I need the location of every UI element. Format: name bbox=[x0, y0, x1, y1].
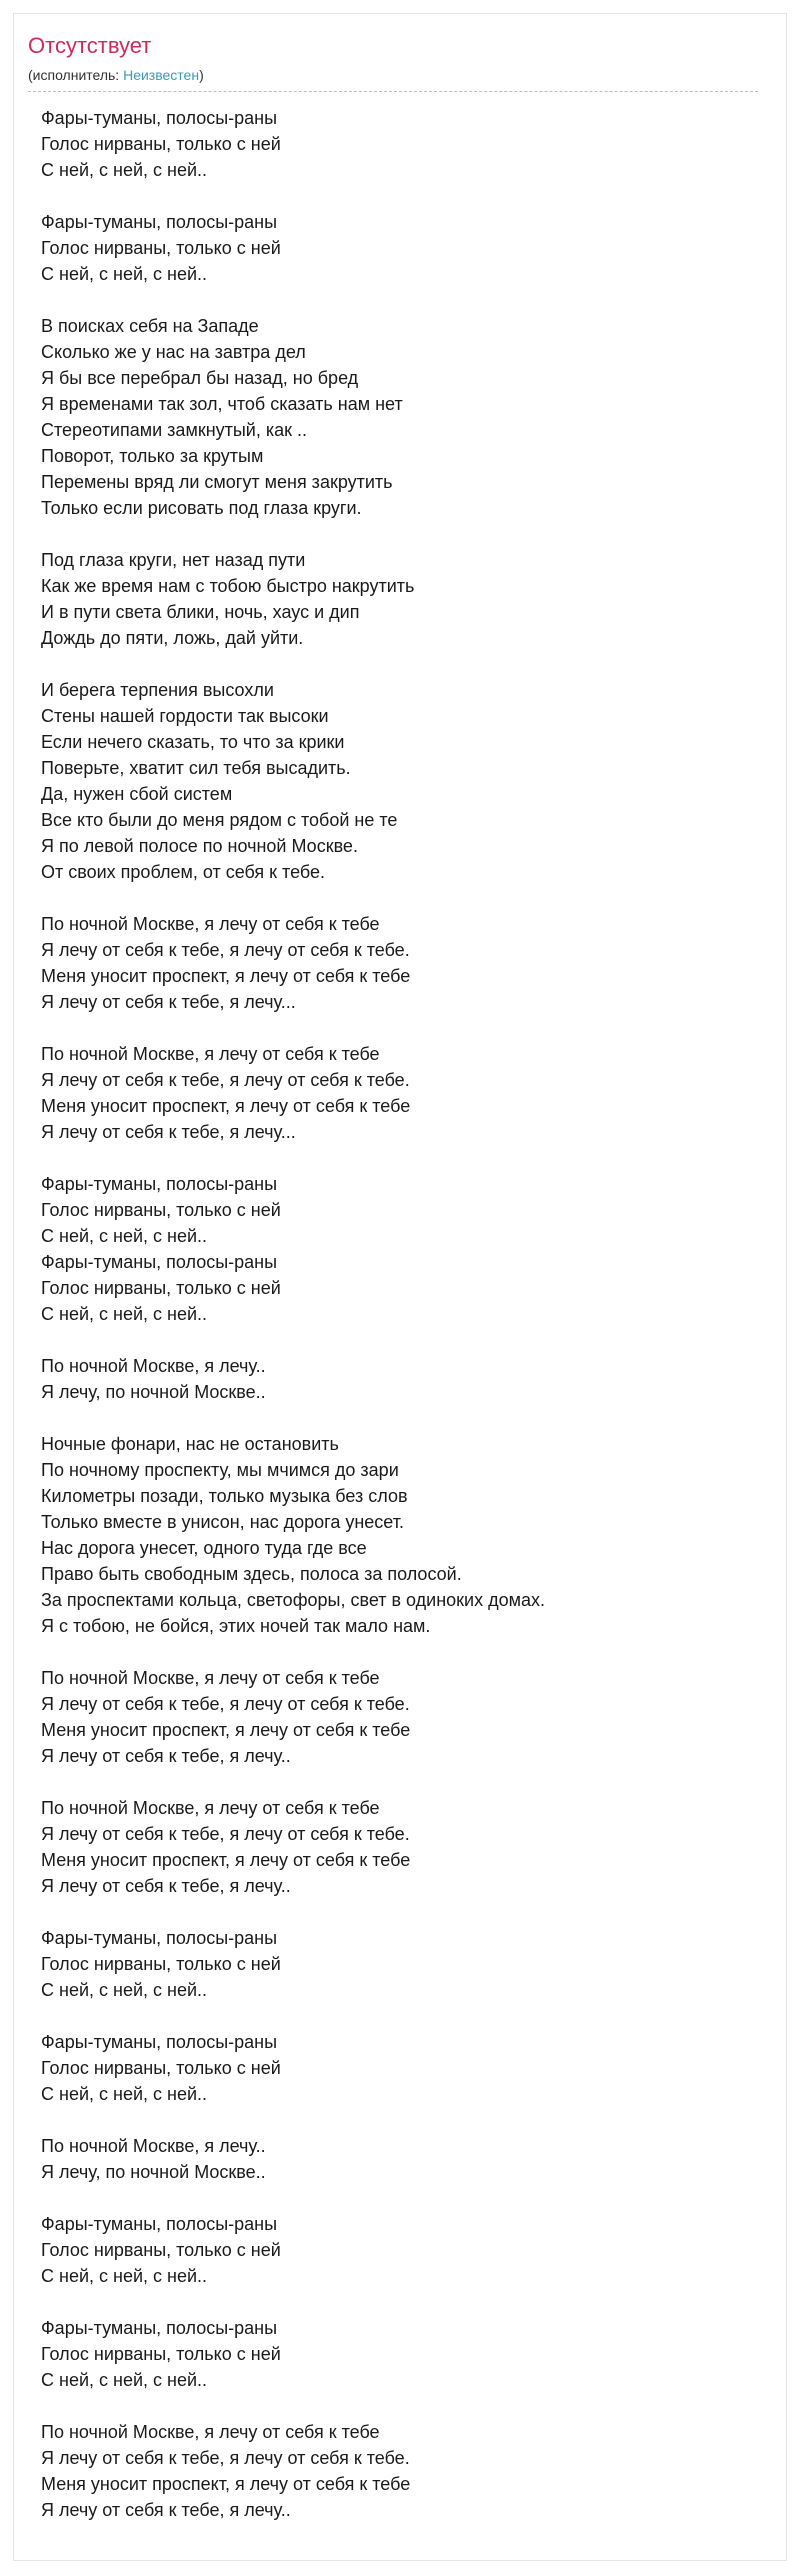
lyric-line: Голос нирваны, только с ней bbox=[41, 1200, 281, 1220]
lyrics-stanza bbox=[41, 2211, 761, 2289]
meta-prefix: (исполнитель: bbox=[28, 67, 124, 83]
lyric-line: Я лечу от себя к тебе, я лечу от себя к тебе. bbox=[41, 940, 410, 960]
lyrics-stanza bbox=[41, 209, 761, 287]
lyric-line: По ночной Москве, я лечу от себя к тебе bbox=[41, 914, 380, 934]
lyrics-stanza bbox=[41, 911, 761, 1015]
lyric-line: Все кто были до меня рядом с тобой не те bbox=[41, 810, 398, 830]
lyric-line: Я лечу от себя к тебе, я лечу от себя к тебе. bbox=[41, 1824, 410, 1844]
lyric-line: Я лечу от себя к тебе, я лечу от себя к тебе. bbox=[41, 2448, 410, 2468]
lyrics-stanza bbox=[41, 2315, 761, 2393]
lyric-line: Я бы все перебрал бы назад, но бред bbox=[41, 368, 359, 388]
lyrics-stanza bbox=[41, 105, 761, 183]
lyric-line: Только если рисовать под глаза круги. bbox=[41, 498, 362, 518]
lyrics-stanza bbox=[41, 1041, 761, 1145]
lyric-line: И берега терпения высохли bbox=[41, 680, 274, 700]
lyric-line: Фары-туманы, полосы-раны bbox=[41, 212, 278, 232]
artist-link[interactable]: Неизвестен bbox=[123, 67, 200, 83]
lyric-line: Я лечу от себя к тебе, я лечу.. bbox=[41, 1746, 291, 1766]
lyric-line: Голос нирваны, только с ней bbox=[41, 134, 281, 154]
lyric-line: Я лечу от себя к тебе, я лечу.. bbox=[41, 2500, 291, 2520]
lyric-line: Меня уносит проспект, я лечу от себя к тебе bbox=[41, 1850, 411, 1870]
lyrics-stanza bbox=[41, 2029, 761, 2107]
lyric-line: Фары-туманы, полосы-раны bbox=[41, 2032, 278, 2052]
lyric-line: С ней, с ней, с ней.. bbox=[41, 264, 208, 284]
lyric-line: Я лечу от себя к тебе, я лечу... bbox=[41, 992, 296, 1012]
lyric-line: Фары-туманы, полосы-раны bbox=[41, 2214, 278, 2234]
lyric-line: Голос нирваны, только с ней bbox=[41, 2240, 281, 2260]
lyric-line: Я лечу от себя к тебе, я лечу... bbox=[41, 1122, 296, 1142]
lyrics-stanza bbox=[41, 1431, 761, 1639]
lyric-line: Да, нужен сбой систем bbox=[41, 784, 233, 804]
lyric-line: С ней, с ней, с ней.. bbox=[41, 160, 208, 180]
lyric-line: Нас дорога унесет, одного туда где все bbox=[41, 1538, 367, 1558]
lyric-line: Фары-туманы, полосы-раны bbox=[41, 1928, 278, 1948]
lyric-line: Километры позади, только музыка без слов bbox=[41, 1486, 408, 1506]
lyric-line: Стереотипами замкнутый, как .. bbox=[41, 420, 308, 440]
lyric-line: Я лечу, по ночной Москве.. bbox=[41, 1382, 266, 1402]
lyric-line: Голос нирваны, только с ней bbox=[41, 1954, 281, 1974]
lyric-line: Стены нашей гордости так высоки bbox=[41, 706, 329, 726]
lyrics-stanza bbox=[41, 2419, 761, 2523]
lyric-line: Фары-туманы, полосы-раны bbox=[41, 2318, 278, 2338]
lyric-line: Голос нирваны, только с ней bbox=[41, 1278, 281, 1298]
lyric-line: Я по левой полосе по ночной Москве. bbox=[41, 836, 358, 856]
lyric-line: По ночной Москве, я лечу от себя к тебе bbox=[41, 1044, 380, 1064]
lyrics-stanza bbox=[41, 677, 761, 885]
lyrics-stanza bbox=[41, 313, 761, 521]
lyric-line: Как же время нам с тобою быстро накрутить bbox=[41, 576, 415, 596]
lyric-line: С ней, с ней, с ней.. bbox=[41, 1304, 208, 1324]
lyric-line: Поверьте, хватит сил тебя высадить. bbox=[41, 758, 351, 778]
lyric-line: Я лечу от себя к тебе, я лечу.. bbox=[41, 1876, 291, 1896]
header-divider bbox=[28, 91, 758, 92]
lyric-line: Фары-туманы, полосы-раны bbox=[41, 1174, 278, 1194]
lyric-line: Ночные фонари, нас не остановить bbox=[41, 1434, 339, 1454]
lyrics-stanza bbox=[41, 547, 761, 651]
lyric-line: По ночному проспекту, мы мчимся до зари bbox=[41, 1460, 399, 1480]
lyrics-stanza bbox=[41, 1353, 761, 1405]
lyrics-stanza bbox=[41, 2133, 761, 2185]
lyric-line: И в пути света блики, ночь, хаус и дип bbox=[41, 602, 360, 622]
lyric-line: По ночной Москве, я лечу.. bbox=[41, 1356, 266, 1376]
lyric-line: От своих проблем, от себя к тебе. bbox=[41, 862, 326, 882]
lyric-line: По ночной Москве, я лечу от себя к тебе bbox=[41, 2422, 380, 2442]
lyric-line: Меня уносит проспект, я лечу от себя к тебе bbox=[41, 966, 411, 986]
lyric-line: С ней, с ней, с ней.. bbox=[41, 1980, 208, 2000]
lyric-line: По ночной Москве, я лечу от себя к тебе bbox=[41, 1798, 380, 1818]
lyric-line: Право быть свободным здесь, полоса за полосой. bbox=[41, 1564, 462, 1584]
lyric-line: По ночной Москве, я лечу.. bbox=[41, 2136, 266, 2156]
lyric-line: Меня уносит проспект, я лечу от себя к тебе bbox=[41, 2474, 411, 2494]
meta-suffix: ) bbox=[199, 67, 204, 83]
lyrics-stanza bbox=[41, 1795, 761, 1899]
lyrics-stanza bbox=[41, 1925, 761, 2003]
lyric-line: В поисках себя на Западе bbox=[41, 316, 259, 336]
lyric-line: Голос нирваны, только с ней bbox=[41, 2058, 281, 2078]
lyric-line: С ней, с ней, с ней.. bbox=[41, 1226, 208, 1246]
lyric-line: Голос нирваны, только с ней bbox=[41, 238, 281, 258]
lyric-line: Фары-туманы, полосы-раны bbox=[41, 1252, 278, 1272]
song-title: Отсутствует bbox=[28, 33, 152, 58]
lyrics-body bbox=[41, 105, 761, 2549]
lyric-line: Фары-туманы, полосы-раны bbox=[41, 108, 278, 128]
lyric-line: Если нечего сказать, то что за крики bbox=[41, 732, 345, 752]
lyric-line: Только вместе в унисон, нас дорога унесет. bbox=[41, 1512, 404, 1532]
lyric-line: Я лечу, по ночной Москве.. bbox=[41, 2162, 266, 2182]
lyric-line: Дождь до пяти, ложь, дай уйти. bbox=[41, 628, 304, 648]
lyric-line: Я лечу от себя к тебе, я лечу от себя к тебе. bbox=[41, 1070, 410, 1090]
lyric-line: Сколько же у нас на завтра дел bbox=[41, 342, 306, 362]
lyric-line: С ней, с ней, с ней.. bbox=[41, 2084, 208, 2104]
lyric-line: С ней, с ней, с ней.. bbox=[41, 2266, 208, 2286]
lyric-line: Под глаза круги, нет назад пути bbox=[41, 550, 306, 570]
lyric-line: Поворот, только за крутым bbox=[41, 446, 264, 466]
lyric-line: Я с тобою, не бойся, этих ночей так мало нам. bbox=[41, 1616, 431, 1636]
lyric-line: Я временами так зол, чтоб сказать нам нет bbox=[41, 394, 403, 414]
lyrics-stanza bbox=[41, 1665, 761, 1769]
artist-meta bbox=[28, 66, 204, 84]
lyric-line: За проспектами кольца, светофоры, свет в одиноких домах. bbox=[41, 1590, 545, 1610]
lyric-line: Голос нирваны, только с ней bbox=[41, 2344, 281, 2364]
lyric-line: По ночной Москве, я лечу от себя к тебе bbox=[41, 1668, 380, 1688]
lyric-line: Меня уносит проспект, я лечу от себя к тебе bbox=[41, 1720, 411, 1740]
lyric-line: Я лечу от себя к тебе, я лечу от себя к тебе. bbox=[41, 1694, 410, 1714]
lyric-line: Меня уносит проспект, я лечу от себя к тебе bbox=[41, 1096, 411, 1116]
lyrics-stanza bbox=[41, 1171, 761, 1327]
lyric-line: С ней, с ней, с ней.. bbox=[41, 2370, 208, 2390]
lyric-line: Перемены вряд ли смогут меня закрутить bbox=[41, 472, 393, 492]
